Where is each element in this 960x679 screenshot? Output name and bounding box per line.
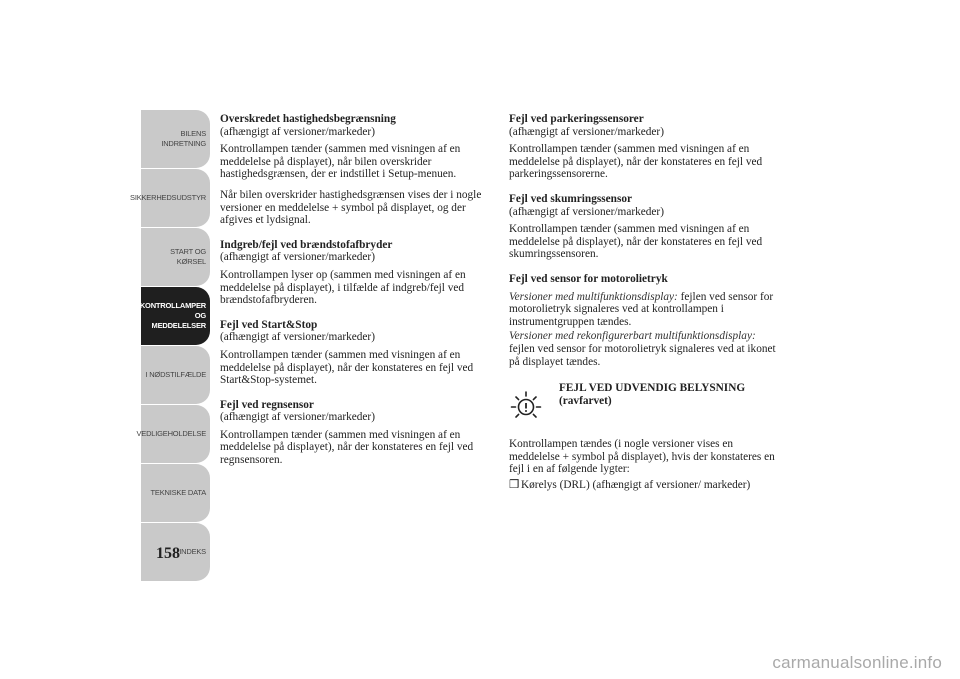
warning-title-line: FEJL VED UDVENDIG BELYSNING [559,382,746,395]
exterior-light-warning-icon [509,388,543,422]
tab-label: TEKNISKE DATA [150,488,206,497]
section-subtitle: (afhængigt af versioner/markeder) [220,125,375,138]
right-column [509,113,784,491]
section-title: Fejl ved skumringssensor [509,192,633,205]
left-column [220,113,495,475]
section-title: Indgreb/fejl ved brændstofafbryder [220,238,393,251]
paragraph: Kontrollampen tænder (sammen med visningen af en meddelelse på displayet), når der konstateres en fejl ved Start&Stop-systemet. [220,348,474,387]
tab-label: I NØDSTILFÆLDE [145,370,206,379]
section-subtitle: (afhængigt af versioner/markeder) [509,205,664,218]
chapter-tabs [130,110,210,582]
version-label: Versioner med rekonfigurerbart multifunktionsdisplay: [509,330,756,343]
section-subtitle: (afhængigt af versioner/markeder) [220,411,375,424]
tab-sikkerhedsudstyr[interactable] [130,169,210,227]
tab-label: START OG KØRSEL [170,247,206,266]
tab-label: SIKKERHEDSUDSTYR [130,193,206,202]
tab-label: INDEKS [179,547,206,556]
paragraph: Kontrollampen tænder (sammen med visningen af en meddelelse på displayet), når bilen overskrider hastighedsgrænsen, der er indstillet i Setup-menuen. [220,143,461,181]
tab-i-nodstilfaelde[interactable] [141,346,210,404]
warning-title [559,382,789,407]
paragraph [509,291,784,329]
paragraph: Når bilen overskrider hastighedsgrænsen vises der i nogle versioner en meddelelse + symbol på displayet, og der afgives et lydsignal. [220,188,482,227]
tab-start-og-korsel[interactable] [141,228,210,286]
section-title: Fejl ved Start&Stop [220,318,318,331]
tab-label: BILENS INDRETNING [161,129,206,148]
tab-label: VEDLIGEHOLDELSE [136,429,206,438]
watermark: carmanualsonline.info [772,653,942,672]
warning-title-color: (ravfarvet) [559,394,612,407]
tab-label: KONTROLLAMPER OG MEDDELELSER [139,301,206,330]
page-number: 158 [156,545,180,562]
section-subtitle: (afhængigt af versioner/markeder) [220,251,375,264]
section-title: Fejl ved regnsensor [220,398,314,411]
tab-vedligeholdelse[interactable] [136,405,210,463]
paragraph: Kontrollampen tændes (i nogle versioner vises en meddelelse + symbol på displayet), hvis der konstateres en fejl i en af følgende lygter: [509,438,775,476]
paragraph [509,330,784,368]
paragraph-text: fejlen ved sensor for motorolietryk signaleres ved at ikonet på displayet tændes. [509,342,776,368]
paragraph-text: fejlen ved sensor for motorolietryk signaleres ved at kontrollampen i instrumentgruppen tændes. [509,290,774,328]
tab-kontrollamper[interactable] [141,287,210,345]
list-item [509,479,784,492]
section-title: Fejl ved sensor for motorolietryk [509,272,668,285]
tab-bilens-indretning[interactable] [141,110,210,168]
paragraph: Kontrollampen lyser op (sammen med visningen af en meddelelse på displayet), i tilfælde af indgreb/fejl ved brændstofafbryderen. [220,268,466,307]
checkbox-bullet-icon: ❒ [509,478,520,491]
paragraph: Kontrollampen tænder (sammen med visningen af en meddelelse på displayet), når der konstateres en fejl ved parkeringssensorerne. [509,143,763,181]
section-title: Overskredet hastighedsbegrænsning [220,113,396,125]
list-item-text: Kørelys (DRL) (afhængigt af versioner/ markeder) [521,478,751,491]
section-title: Fejl ved parkeringssensorer [509,113,644,125]
tab-tekniske-data[interactable] [141,464,210,522]
warning-block [509,382,784,438]
version-label: Versioner med multifunktionsdisplay: [509,290,678,303]
section-subtitle: (afhængigt af versioner/markeder) [220,331,375,344]
paragraph: Kontrollampen tænder (sammen med visningen af en meddelelse på displayet), når der konstateres en fejl ved skumringssensoren. [509,223,763,261]
section-subtitle: (afhængigt af versioner/markeder) [509,125,664,138]
paragraph: Kontrollampen tænder (sammen med visningen af en meddelelse på displayet), når der konstateres en fejl ved regnsensoren. [220,428,474,467]
